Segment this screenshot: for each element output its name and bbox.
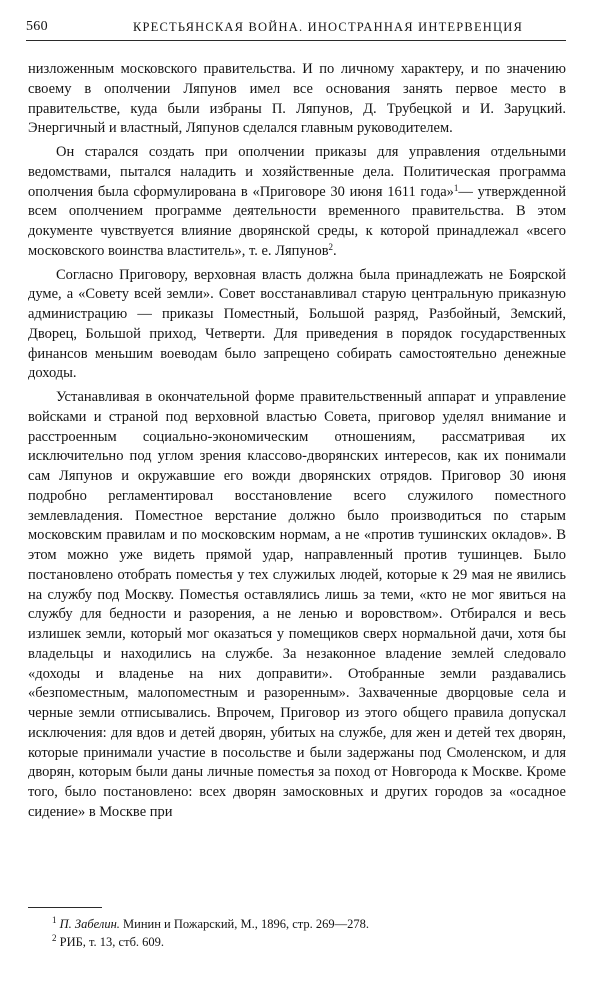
footnote-mark: 1	[52, 915, 57, 925]
paragraph-2	[28, 143, 566, 262]
paragraph-2-part-a: Он старался создать при ополчении приказы для управления отдельными ведомствами, пытался наладить и хозяйственные дела. Политическая программа ополчения была сформулирована в «Приговоре 30 июня 1611 года»	[28, 144, 566, 200]
main-text	[28, 60, 566, 823]
page-number: 560	[26, 19, 48, 34]
footnote-mark: 2	[52, 933, 57, 943]
paragraph-2-part-b: — утвержденной всем ополчением программе деятельности временного правительства. В этом документе чувствуется влияние дворянской среды, к которой принадлежал «всего московского воинства властитель», т. е. Ляпунов	[28, 183, 567, 259]
footnote-text: РИБ, т. 13, стб. 609.	[59, 935, 165, 949]
running-title: КРЕСТЬЯНСКАЯ ВОЙНА. ИНОСТРАННАЯ ИНТЕРВЕНЦИЯ	[132, 20, 524, 34]
page-header	[26, 18, 566, 41]
paragraph-4: Устанавливая в окончательной форме правительственный аппарат и управление войсками и страной под верховной властью Совета, приговор уделял внимание и расстроенным социально-экономическим отношениям, рассматривая их исключительно под углом зрения классово-дворянских интересов, как их понимали сам Ляпунов и окружавшие его вожди дворянских отрядов. Приговор 30 июня подробно регламентировал восстановление всего служилого поместного землевладения. Поместное верстание должно было производиться по старым московским правилам и по московским нормам, а не «против тушинских окладов». В этом можно уже видеть прямой удар, направленный против тушинцев. Было постановлено отобрать поместья у тех служилых людей, которые к 29 мая не явились на службу под Москву. Поместья оставлялись лишь за теми, «кто не мог явиться на службу для бедности и разорения, а не ленью и воровством». Отбирался и весь излишек земли, который мог оказаться у помещиков сверх нормальной дачи, хотя бы владельцы и находились на службе. За незаконное владение землей следовало «доходы и владенье на них доправити». Отобранные земли раздавались «безпоместным, малопоместным и разоренным». Захваченные дворцовые села и черные земли отписывались. Впрочем, Приговор из этого общего правила допускал исключения: для вдов и детей дворян, убитых на службе, для жен и детей тех дворян, которые принимали участие в посольстве и были задержаны под Смоленском, и для дворян, которым были даны личные поместья за поход от Новгорода к Москве. Кроме того, было постановлено: всех дворян замосковных и других городов за «осадное сидение» в Москве при	[28, 389, 566, 820]
footnote-author: П. Забелин.	[59, 917, 120, 931]
footnotes	[52, 915, 552, 951]
footnote-ref-2: 2	[328, 241, 334, 252]
paragraph-3: Согласно Приговору, верховная власть должна была принадлежать не Боярской думе, а «Совету всей земли». Совет восстанавливал старую центральную приказную администрацию — приказы Поместный, Большой разряд, Разбойный, Земский, Дворец, Большой приход, Четверти. Для приведения в порядок государственных финансов меньшим воеводам было запрещено собирать самостоятельно денежные доходы.	[28, 266, 566, 382]
footnote-text: Минин и Пожарский, М., 1896, стр. 269—278.	[123, 917, 370, 931]
paragraph-2-part-c: .	[333, 242, 337, 259]
footnote-2	[52, 933, 552, 951]
paragraph-1: низложенным московского правительства. И по личному характеру, и по значению своему в ополчении Ляпунов имел все основания занять первое место в правительстве, куда были избраны П. Ляпунов, Д. Трубецкой и И. Заруцкий. Энергичный и властный, Ляпунов сделался главным руководителем.	[28, 61, 566, 137]
footnote-1	[52, 915, 552, 933]
footnote-divider	[28, 907, 102, 908]
footnote-ref-1: 1	[453, 182, 459, 193]
